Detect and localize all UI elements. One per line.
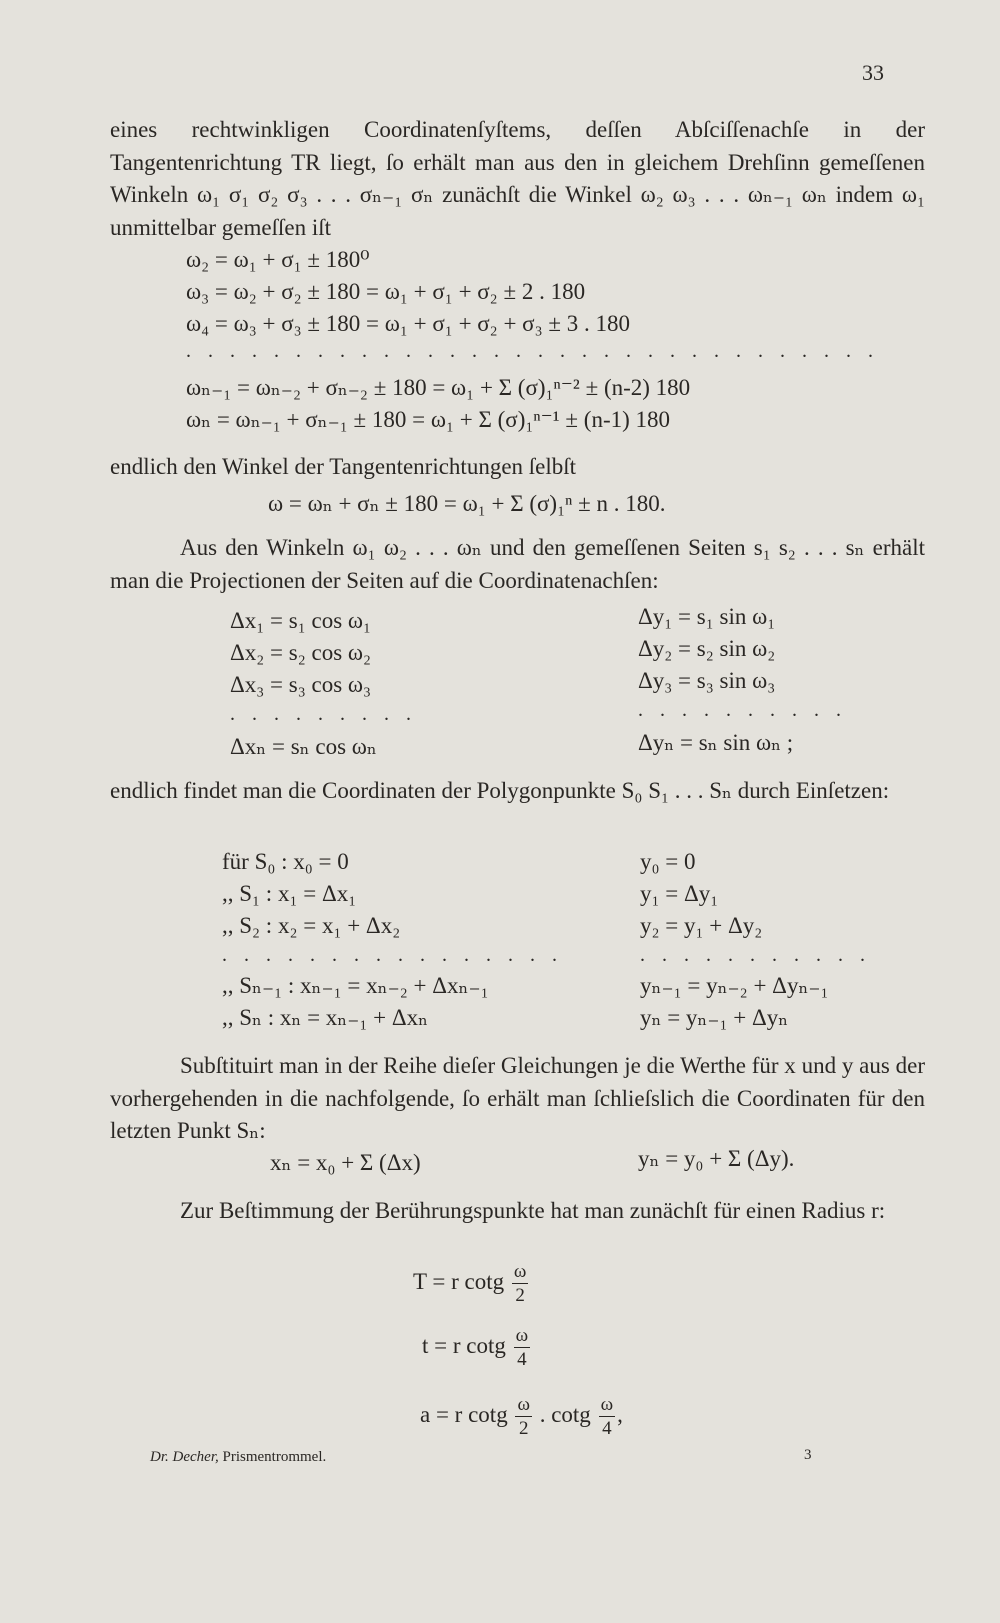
fraction-numerator: ω [513,1261,527,1282]
omega-eq-n: ωₙ = ωₙ₋₁ + σₙ₋₁ ± 180 = ω₁ + Σ (σ)₁ⁿ⁻¹ ± (n-1) 180 [186,407,671,432]
omega-eq-3: ω₄ = ω₃ + σ₃ ± 180 = ω₁ + σ₁ + σ₂ + σ₃ ± 3 . 180 [186,311,630,336]
sum-y-eq: yₙ = y₀ + Σ (Δy). [638,1146,795,1171]
omega-eq-1: ω₂ = ω₁ + σ₁ ± 180⁰ [186,247,370,272]
coord-y-dots: . . . . . . . . . . . [640,944,871,966]
fraction-numerator: ω [517,1394,530,1415]
fraction-omega-quarter [514,1326,531,1370]
omega-final-eq: ω = ωₙ + σₙ ± 180 = ω₁ + Σ (σ)₁ⁿ ± n . 180. [268,491,666,516]
paragraph-6 [110,1195,925,1228]
coord-y-2: y₂ = y₁ + Δy₂ [640,913,763,938]
footer-author: Dr. Decher, [150,1449,219,1465]
dx-eq-1: Δx₁ = s₁ cos ω₁ [230,608,372,633]
eq-T [413,1262,530,1306]
paragraph-5 [110,1050,925,1148]
coord-x-1: ,, S₁ : x₁ = Δx₁ [222,881,357,906]
paragraph-1-text: eines rechtwinkligen Coordinatenſyſtems, deſſen Abſciſſenachſe in der Tangentenrichtung TR liegt, ſo erhält man aus den in gleichem Drehſinn gemeſſenen Winkeln ω₁ σ₁ σ₂ σ₃ . . . σₙ₋₁ σₙ zunächſt die Winkel ω₂ ω₃ . . . ωₙ₋₁ ωₙ indem ω₁ unmittelbar gemeſſen iſt [110,117,925,240]
paragraph-3 [110,532,925,597]
footer-sheet-number: 3 [804,1447,812,1463]
paragraph-5-text: Subſtituirt man in der Reihe dieſer Gleichungen je die Werthe für x und y aus der vorhergehenden in die nachfolgende, ſo erhält man ſchlieſslich die Coordinaten für den letzten Punkt Sₙ: [110,1053,925,1143]
page-number: 33 [862,60,884,85]
eq-a-lhs: a = r cotg [420,1402,508,1428]
fraction-omega-half [512,1262,529,1306]
dx-dots: . . . . . . . . . [230,703,417,725]
coord-y-1: y₁ = Δy₁ [640,881,719,906]
omega-dots: . . . . . . . . . . . . . . . . . . . . . . . . . . . . . . . . [186,340,879,362]
dy-eq-3: Δy₃ = s₃ sin ω₃ [638,668,776,693]
coord-x-0: für S₀ : x₀ = 0 [222,849,349,874]
fraction-omega-quarter [599,1395,616,1439]
dy-eq-2: Δy₂ = s₂ sin ω₂ [638,636,776,661]
coord-x-n-1: ,, Sₙ₋₁ : xₙ₋₁ = xₙ₋₂ + Δxₙ₋₁ [222,973,489,998]
fraction-numerator: ω [600,1394,614,1415]
fraction-omega-half [515,1395,532,1439]
eq-t-lhs: t = r cotg [422,1333,506,1359]
dy-eq-1: Δy₁ = s₁ sin ω₁ [638,604,776,629]
omega-eq-2: ω₃ = ω₂ + σ₂ ± 180 = ω₁ + σ₁ + σ₂ ± 2 . 180 [186,279,586,304]
paragraph-6-text: Zur Beſtimmung der Berührungspunkte hat man zunächſt für einen Radius r: [180,1198,886,1223]
paragraph-2-text: endlich den Winkel der Tangentenrichtungen ſelbſt [110,454,577,479]
coord-y-n: yₙ = yₙ₋₁ + Δyₙ [640,1005,789,1030]
footer-title: Prismentrommel. [222,1449,327,1465]
footer-credit [150,1449,326,1466]
coord-y-n-1: yₙ₋₁ = yₙ₋₂ + Δyₙ₋₁ [640,973,829,998]
coord-x-n: ,, Sₙ : xₙ = xₙ₋₁ + Δxₙ [222,1005,429,1030]
coord-x-dots: . . . . . . . . . . . . . . . . [222,944,563,966]
dy-eq-n: Δyₙ = sₙ sin ωₙ ; [638,730,794,755]
paragraph-4 [110,775,925,808]
paragraph-3-text: Aus den Winkeln ω₁ ω₂ . . . ωₙ und den gemeſſenen Seiten s₁ s₂ . . . sₙ erhält man die Projectionen der Seiten auf die Coordinatenachſen: [110,535,925,593]
dx-eq-3: Δx₃ = s₃ cos ω₃ [230,672,372,697]
eq-a-end: , [617,1402,623,1428]
eq-t [422,1326,532,1370]
fraction-denominator: 2 [515,1284,525,1306]
dx-eq-2: Δx₂ = s₂ cos ω₂ [230,640,372,665]
fraction-numerator: ω [515,1325,529,1346]
omega-eq-n-1: ωₙ₋₁ = ωₙ₋₂ + σₙ₋₂ ± 180 = ω₁ + Σ (σ)₁ⁿ⁻² ± (n-2) 180 [186,375,691,400]
paragraph-1 [110,114,925,244]
dx-eq-n: Δxₙ = sₙ cos ωₙ [230,734,377,759]
eq-a [420,1395,623,1439]
sum-x-eq: xₙ = x₀ + Σ (Δx) [270,1150,421,1175]
eq-a-mid: . cotg [539,1402,591,1428]
fraction-denominator: 2 [518,1417,529,1439]
paragraph-4-text: endlich findet man die Coordinaten der Polygonpunkte S₀ S₁ . . . Sₙ durch Einſetzen: [110,778,890,803]
paragraph-2 [110,451,925,484]
coord-x-2: ,, S₂ : x₂ = x₁ + Δx₂ [222,913,401,938]
fraction-denominator: 4 [602,1417,612,1439]
fraction-denominator: 4 [517,1348,527,1370]
dy-dots: . . . . . . . . . . [638,699,847,721]
eq-T-lhs: T = r cotg [413,1269,505,1295]
coord-y-0: y₀ = 0 [640,849,696,874]
